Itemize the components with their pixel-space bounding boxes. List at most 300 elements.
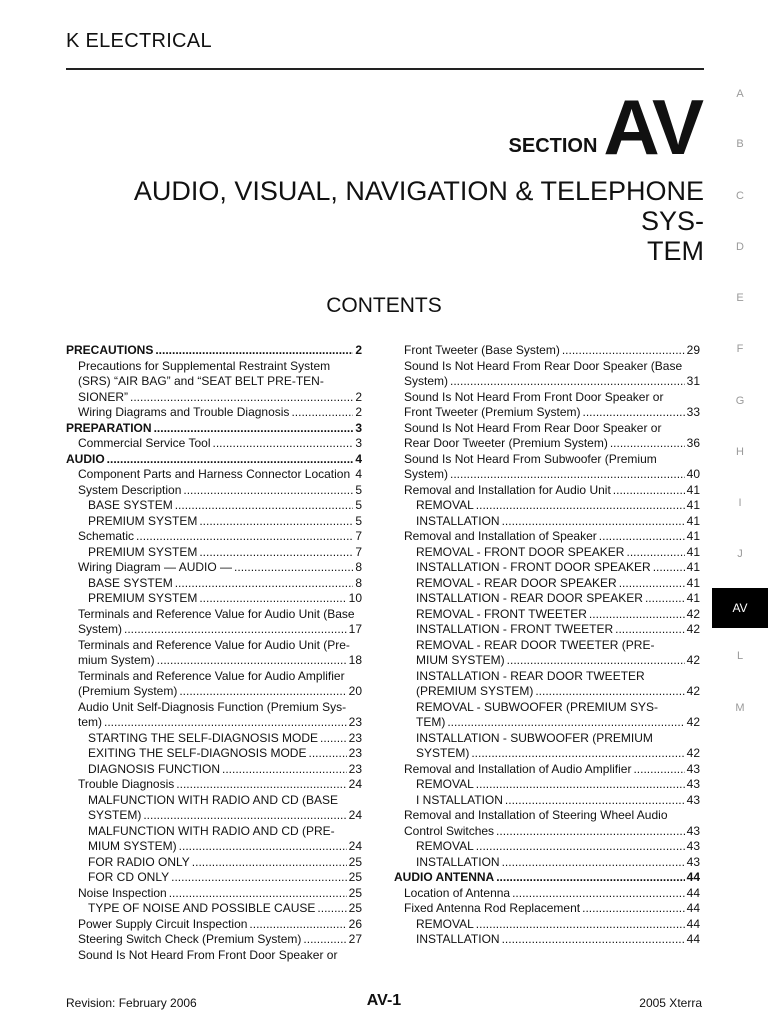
toc-entry[interactable] — [404, 607, 700, 623]
toc-entry[interactable] — [66, 343, 362, 359]
toc-leader-dots — [507, 653, 685, 669]
toc-entry[interactable] — [66, 436, 362, 452]
toc-entry-title: FOR RADIO ONLY — [88, 854, 190, 869]
toc-entry[interactable] — [404, 436, 700, 452]
toc-entry-title: Sound Is Not Heard From Front Door Speaker or — [404, 389, 664, 404]
toc-leader-dots — [104, 715, 347, 731]
toc-leader-dots — [199, 514, 353, 530]
toc-leader-dots — [317, 901, 346, 917]
toc-leader-dots — [155, 343, 353, 359]
toc-leader-dots — [502, 932, 685, 948]
side-tab-c[interactable]: C — [736, 190, 744, 202]
toc-column-left — [66, 343, 362, 963]
toc-entry-title: Sound Is Not Heard From Rear Door Speaker or — [404, 420, 662, 435]
toc-leader-dots — [222, 762, 347, 778]
toc-entry-page: 2 — [355, 343, 362, 357]
toc-entry-title: PREMIUM SYSTEM — [88, 544, 198, 559]
toc-leader-dots — [130, 390, 353, 406]
toc-entry[interactable] — [66, 529, 362, 545]
toc-entry[interactable] — [404, 529, 700, 545]
toc-entry-title: Steering Switch Check (Premium System) — [78, 932, 302, 946]
toc-entry-title: Rear Door Tweeter (Premium System) — [404, 436, 608, 450]
section-label: SECTION — [508, 135, 598, 157]
toc-leader-dots — [582, 901, 685, 917]
toc-leader-dots — [505, 793, 685, 809]
toc-entry-page: 36 — [686, 436, 700, 450]
toc-entry[interactable] — [404, 560, 700, 576]
toc-entry[interactable] — [404, 483, 700, 499]
toc-entry-title: Front Tweeter (Base System) — [404, 343, 560, 357]
toc-entry-page: 43 — [686, 792, 700, 807]
section-title-line2: TEM — [647, 236, 704, 266]
toc-leader-dots — [169, 886, 347, 902]
toc-entry-page: 2 — [355, 405, 362, 419]
toc-leader-dots — [502, 855, 685, 871]
toc-entry[interactable] — [66, 421, 362, 437]
toc-entry-page: 43 — [686, 823, 700, 838]
toc-entry-page: 23 — [348, 730, 362, 745]
toc-entry-title: Sound Is Not Heard From Rear Door Speaker (Base — [404, 358, 683, 373]
toc-entry-title: I NSTALLATION — [416, 792, 503, 807]
toc-entry-title: Removal and Installation for Audio Unit — [404, 482, 611, 497]
toc-entry-title: REMOVAL — [416, 839, 474, 853]
toc-entry-title: PREPARATION — [66, 420, 152, 435]
toc-entry[interactable] — [404, 452, 700, 468]
toc-entry-title: DIAGNOSIS FUNCTION — [88, 761, 221, 776]
toc-entry[interactable] — [404, 545, 700, 561]
footer-revision: Revision: February 2006 — [66, 996, 197, 1010]
section-title — [66, 176, 704, 266]
toc-entry[interactable] — [66, 762, 362, 778]
toc-entry-title: INSTALLATION — [416, 513, 500, 528]
toc-leader-dots — [183, 483, 353, 499]
toc-entry[interactable] — [66, 777, 362, 793]
toc-entry-title: MALFUNCTION WITH RADIO AND CD (PRE- — [88, 823, 335, 838]
toc-leader-dots — [626, 545, 684, 561]
toc-entry-title: PREMIUM SYSTEM — [88, 513, 198, 528]
toc-entry-page: 43 — [686, 854, 700, 869]
toc-entry-page: 43 — [686, 761, 700, 776]
toc-leader-dots — [476, 839, 685, 855]
toc-entry[interactable] — [404, 653, 700, 669]
toc-entry-title: INSTALLATION - FRONT DOOR SPEAKER — [416, 560, 651, 574]
toc-entry[interactable] — [66, 824, 362, 840]
toc-entry[interactable] — [394, 870, 700, 886]
toc-leader-dots — [234, 560, 353, 576]
toc-entry-page: 41 — [686, 591, 700, 605]
toc-entry[interactable] — [66, 901, 362, 917]
toc-entry[interactable] — [404, 746, 700, 762]
toc-entry-title: INSTALLATION - FRONT TWEETER — [416, 622, 614, 636]
toc-entry-page: 42 — [686, 653, 700, 667]
toc-leader-dots — [143, 808, 346, 824]
toc-entry-page: 7 — [355, 529, 362, 543]
toc-entry-title: System) — [404, 467, 449, 481]
toc-entry-page: 4 — [355, 467, 362, 481]
toc-entry-page: 44 — [686, 932, 700, 946]
toc-entry-title: REMOVAL - FRONT TWEETER — [416, 606, 587, 621]
toc-entry-title: tem) — [78, 715, 102, 729]
side-tab-f[interactable]: F — [736, 343, 744, 355]
toc-leader-dots — [619, 576, 685, 592]
toc-entry-page: 42 — [686, 684, 700, 698]
footer-model: 2005 Xterra — [639, 996, 702, 1010]
toc-entry-title: BASE SYSTEM — [88, 498, 173, 512]
toc-entry-page: 44 — [686, 916, 700, 931]
toc-entry-title: PREMIUM SYSTEM — [88, 591, 198, 605]
toc-entry-page: 4 — [355, 451, 362, 466]
toc-entry[interactable] — [66, 839, 362, 855]
contents-heading: CONTENTS — [326, 294, 442, 317]
toc-leader-dots — [496, 824, 685, 840]
toc-entry-title: Audio Unit Self-Diagnosis Function (Premium Sys- — [78, 699, 347, 714]
toc-leader-dots — [175, 498, 354, 514]
toc-entry[interactable] — [404, 498, 700, 514]
toc-entry[interactable] — [404, 808, 700, 824]
toc-entry-page: 5 — [355, 498, 362, 512]
toc-entry-title: TEM) — [416, 715, 446, 729]
toc-entry-title: Removal and Installation of Steering Wheel Audio — [404, 808, 668, 822]
toc-entry-page: 23 — [348, 761, 362, 776]
toc-entry[interactable] — [66, 855, 362, 871]
toc-entry[interactable] — [404, 901, 700, 917]
toc-entry-page: 41 — [686, 575, 700, 590]
toc-entry-title: REMOVAL - FRONT DOOR SPEAKER — [416, 544, 625, 559]
toc-entry-title: INSTALLATION - REAR DOOR TWEETER — [416, 668, 645, 683]
toc-entry[interactable] — [66, 932, 362, 948]
toc-leader-dots — [124, 622, 347, 638]
footer-page-number: AV-1 — [366, 992, 402, 1009]
toc-entry-title: (PREMIUM SYSTEM) — [416, 684, 534, 698]
header-rule — [66, 68, 704, 70]
toc-entry[interactable] — [66, 514, 362, 530]
toc-entry[interactable] — [66, 948, 362, 964]
toc-leader-dots — [447, 715, 684, 731]
toc-entry[interactable] — [66, 638, 362, 654]
toc-entry-title: MALFUNCTION WITH RADIO AND CD (BASE — [88, 792, 339, 807]
toc-entry-title: MIUM SYSTEM) — [416, 653, 505, 667]
toc-entry[interactable] — [66, 886, 362, 902]
toc-entry[interactable] — [404, 932, 700, 948]
toc-leader-dots — [450, 374, 685, 390]
toc-entry-page: 41 — [686, 544, 700, 559]
toc-entry[interactable] — [66, 793, 362, 809]
toc-leader-dots — [476, 917, 685, 933]
toc-entry[interactable] — [66, 467, 362, 483]
toc-leader-dots — [157, 653, 347, 669]
toc-entry-page: 10 — [348, 591, 362, 605]
toc-entry-page: 3 — [355, 420, 362, 435]
toc-entry-page: 42 — [686, 622, 700, 636]
toc-leader-dots — [192, 855, 347, 871]
toc-entry[interactable] — [66, 359, 362, 375]
toc-leader-dots — [291, 405, 353, 421]
toc-entry[interactable] — [66, 669, 362, 685]
toc-entry-title: PRECAUTIONS — [66, 343, 154, 357]
toc-entry[interactable] — [66, 405, 362, 421]
toc-leader-dots — [599, 529, 685, 545]
section-heading — [508, 83, 702, 171]
section-group-header: K ELECTRICAL — [66, 30, 212, 52]
toc-entry-title: REMOVAL - SUBWOOFER (PREMIUM SYS- — [416, 699, 659, 714]
toc-entry-page: 7 — [355, 544, 362, 559]
toc-entry-page: 42 — [686, 746, 700, 760]
toc-leader-dots — [582, 405, 684, 421]
toc-entry-title: Fixed Antenna Rod Replacement — [404, 901, 581, 915]
toc-entry[interactable] — [66, 576, 362, 592]
toc-entry-title: System) — [78, 622, 123, 636]
toc-leader-dots — [476, 777, 685, 793]
toc-entry-title: INSTALLATION - SUBWOOFER (PREMIUM — [416, 730, 653, 745]
side-tab-e[interactable]: E — [736, 292, 744, 304]
toc-entry-title: System) — [404, 374, 449, 388]
toc-entry-title: Sound Is Not Heard From Subwoofer (Premium — [404, 451, 657, 466]
toc-leader-dots — [179, 684, 346, 700]
toc-entry-page: 26 — [348, 916, 362, 931]
toc-entry-title: SIONER” — [78, 389, 129, 404]
toc-entry-title: FOR CD ONLY — [88, 870, 170, 884]
toc-leader-dots — [589, 607, 685, 623]
side-tab-j[interactable]: J — [737, 548, 743, 560]
toc-entry[interactable] — [404, 700, 700, 716]
toc-entry-page: 3 — [355, 436, 362, 450]
toc-leader-dots — [615, 622, 685, 638]
toc-leader-dots — [562, 343, 685, 359]
toc-entry[interactable] — [404, 591, 700, 607]
toc-entry[interactable] — [66, 607, 362, 623]
toc-entry-page: 8 — [355, 560, 362, 574]
toc-entry-page: 8 — [355, 575, 362, 590]
toc-entry-page: 24 — [348, 808, 362, 822]
toc-entry[interactable] — [404, 374, 700, 390]
toc-leader-dots — [512, 886, 685, 902]
toc-entry-page: 23 — [348, 715, 362, 729]
toc-entry-page: 2 — [355, 389, 362, 404]
toc-entry[interactable] — [404, 514, 700, 530]
toc-entry-title: Removal and Installation of Speaker — [404, 529, 597, 543]
toc-entry-title: Precautions for Supplemental Restraint System — [78, 358, 331, 373]
toc-leader-dots — [450, 467, 685, 483]
toc-entry[interactable] — [66, 452, 362, 468]
side-tab-m[interactable]: M — [735, 702, 745, 714]
toc-entry[interactable] — [404, 715, 700, 731]
toc-entry[interactable] — [404, 343, 700, 359]
toc-entry-title: Control Switches — [404, 823, 495, 838]
toc-entry-title: REMOVAL - REAR DOOR SPEAKER — [416, 575, 617, 590]
toc-leader-dots — [199, 591, 346, 607]
toc-entry-title: MIUM SYSTEM) — [88, 839, 177, 853]
toc-leader-dots — [249, 917, 346, 933]
toc-leader-dots — [645, 591, 685, 607]
toc-leader-dots — [476, 498, 685, 514]
toc-entry-title: AUDIO ANTENNA — [394, 870, 495, 884]
toc-entry-title: Component Parts and Harness Connector Location — [78, 467, 351, 481]
toc-entry-title: SYSTEM) — [88, 808, 142, 822]
toc-entry-title: mium System) — [78, 653, 155, 667]
toc-leader-dots — [199, 545, 353, 561]
toc-entry-title: BASE SYSTEM — [88, 575, 173, 590]
toc-entry-page: 41 — [686, 513, 700, 528]
toc-entry[interactable] — [66, 560, 362, 576]
toc-leader-dots — [502, 514, 685, 530]
side-tab-d[interactable]: D — [736, 241, 744, 253]
toc-entry[interactable] — [404, 359, 700, 375]
toc-entry-title: Noise Inspection — [78, 885, 167, 900]
toc-entry-title: SYSTEM) — [416, 746, 470, 760]
toc-entry-page: 31 — [686, 374, 700, 388]
toc-entry[interactable] — [404, 421, 700, 437]
toc-leader-dots — [471, 746, 684, 762]
toc-leader-dots — [179, 839, 347, 855]
toc-entry[interactable] — [66, 700, 362, 716]
toc-entry[interactable] — [66, 390, 362, 406]
toc-entry-page: 41 — [686, 482, 700, 497]
toc-entry[interactable] — [404, 762, 700, 778]
toc-entry-page: 41 — [686, 560, 700, 574]
toc-entry-page: 29 — [686, 343, 700, 357]
toc-entry-page: 27 — [348, 932, 362, 946]
toc-entry-title: (SRS) “AIR BAG” and “SEAT BELT PRE-TEN- — [78, 374, 324, 388]
toc-entry[interactable] — [404, 405, 700, 421]
toc-entry-page: 44 — [686, 870, 700, 884]
toc-entry-page: 44 — [686, 901, 700, 915]
toc-leader-dots — [154, 421, 354, 437]
toc-entry-title: Location of Antenna — [404, 885, 511, 900]
toc-entry-title: Power Supply Circuit Inspection — [78, 916, 248, 931]
toc-entry-page: 5 — [355, 482, 362, 497]
toc-entry-title: STARTING THE SELF-DIAGNOSIS MODE — [88, 730, 319, 745]
toc-leader-dots — [653, 560, 685, 576]
toc-leader-dots — [633, 762, 684, 778]
toc-entry-page: 23 — [348, 746, 362, 760]
toc-entry[interactable] — [66, 545, 362, 561]
toc-entry[interactable] — [404, 622, 700, 638]
toc-entry-page: 24 — [348, 777, 362, 791]
side-tab-i[interactable]: I — [738, 497, 742, 509]
toc-entry[interactable] — [66, 684, 362, 700]
toc-entry[interactable] — [404, 467, 700, 483]
toc-leader-dots — [308, 746, 346, 762]
toc-entry[interactable] — [404, 839, 700, 855]
toc-entry-page: 43 — [686, 777, 700, 791]
toc-entry-title: Front Tweeter (Premium System) — [404, 405, 581, 419]
toc-entry[interactable] — [404, 669, 700, 685]
toc-entry[interactable] — [66, 653, 362, 669]
toc-entry-title: Removal and Installation of Audio Amplifier — [404, 761, 632, 776]
toc-entry-title: REMOVAL — [416, 777, 474, 791]
toc-entry[interactable] — [66, 498, 362, 514]
toc-entry-page: 25 — [348, 870, 362, 884]
toc-entry-page: 42 — [686, 715, 700, 729]
toc-leader-dots — [107, 452, 354, 468]
toc-entry[interactable] — [66, 715, 362, 731]
side-tab-h[interactable]: H — [736, 446, 744, 458]
toc-entry[interactable] — [66, 870, 362, 886]
toc-entry-page: 42 — [686, 606, 700, 621]
toc-entry[interactable] — [404, 917, 700, 933]
toc-leader-dots — [320, 731, 347, 747]
toc-entry-title: AUDIO — [66, 451, 105, 466]
toc-entry-page: 17 — [348, 622, 362, 636]
toc-entry-page: 5 — [355, 513, 362, 528]
toc-entry-title: Wiring Diagrams and Trouble Diagnosis — [78, 405, 290, 419]
toc-entry-page: 25 — [348, 854, 362, 869]
toc-entry[interactable] — [404, 793, 700, 809]
toc-leader-dots — [136, 529, 353, 545]
toc-entry-page: 18 — [348, 653, 362, 667]
toc-leader-dots — [175, 576, 354, 592]
toc-entry[interactable] — [404, 824, 700, 840]
toc-leader-dots — [352, 467, 353, 483]
section-code: AV — [603, 83, 702, 171]
toc-entry-title: INSTALLATION — [416, 854, 500, 869]
toc-entry-page: 33 — [686, 405, 700, 419]
side-tab-g[interactable]: G — [735, 395, 745, 407]
toc-entry-page: 41 — [686, 498, 700, 512]
toc-entry-title: (Premium System) — [78, 684, 178, 698]
toc-entry[interactable] — [66, 591, 362, 607]
toc-entry[interactable] — [404, 638, 700, 654]
toc-entry-title: REMOVAL — [416, 498, 474, 512]
toc-leader-dots — [496, 870, 684, 886]
toc-leader-dots — [610, 436, 685, 452]
toc-entry[interactable] — [404, 855, 700, 871]
toc-entry-page: 41 — [686, 529, 700, 543]
toc-entry[interactable] — [66, 622, 362, 638]
toc-entry[interactable] — [66, 917, 362, 933]
toc-entry-title: System Description — [78, 482, 182, 497]
toc-leader-dots — [303, 932, 346, 948]
toc-entry-page: 25 — [348, 901, 362, 915]
toc-entry[interactable] — [66, 731, 362, 747]
toc-entry[interactable] — [404, 390, 700, 406]
toc-entry-title: Terminals and Reference Value for Audio Unit (Base — [78, 606, 355, 621]
toc-entry[interactable] — [66, 374, 362, 390]
side-tab-av[interactable]: AV — [712, 588, 768, 628]
toc-entry-page: 25 — [348, 885, 362, 900]
toc-entry-title: Terminals and Reference Value for Audio Amplifier — [78, 668, 345, 683]
toc-entry-title: Trouble Diagnosis — [78, 777, 175, 791]
toc-entry[interactable] — [404, 777, 700, 793]
toc-entry-title: Sound Is Not Heard From Front Door Speaker or — [78, 947, 338, 962]
toc-entry-title: REMOVAL - REAR DOOR TWEETER (PRE- — [416, 637, 655, 652]
toc-entry[interactable] — [404, 731, 700, 747]
toc-column-right — [394, 343, 700, 948]
side-index-tabs — [712, 0, 768, 1024]
toc-entry[interactable] — [404, 576, 700, 592]
side-tab-l[interactable]: L — [736, 650, 744, 662]
toc-leader-dots — [613, 483, 685, 499]
toc-entry-title: EXITING THE SELF-DIAGNOSIS MODE — [88, 746, 307, 760]
toc-entry-title: Schematic — [78, 529, 135, 543]
toc-entry-page: 20 — [348, 684, 362, 698]
toc-entry[interactable] — [66, 483, 362, 499]
toc-entry-title: INSTALLATION — [416, 932, 500, 946]
side-tab-b[interactable]: B — [736, 138, 744, 150]
toc-entry-title: Commercial Service Tool — [78, 436, 211, 450]
toc-entry[interactable] — [404, 886, 700, 902]
section-title-line1: AUDIO, VISUAL, NAVIGATION & TELEPHONE SYS- — [133, 176, 704, 236]
toc-entry[interactable] — [404, 684, 700, 700]
side-tab-a[interactable]: A — [736, 88, 744, 100]
toc-entry-title: Wiring Diagram — AUDIO — — [78, 560, 233, 574]
toc-leader-dots — [171, 870, 347, 886]
toc-entry-title: Terminals and Reference Value for Audio Unit (Pre- — [78, 637, 350, 652]
toc-entry[interactable] — [66, 746, 362, 762]
toc-leader-dots — [213, 436, 354, 452]
toc-entry[interactable] — [66, 808, 362, 824]
toc-entry-page: 44 — [686, 885, 700, 900]
